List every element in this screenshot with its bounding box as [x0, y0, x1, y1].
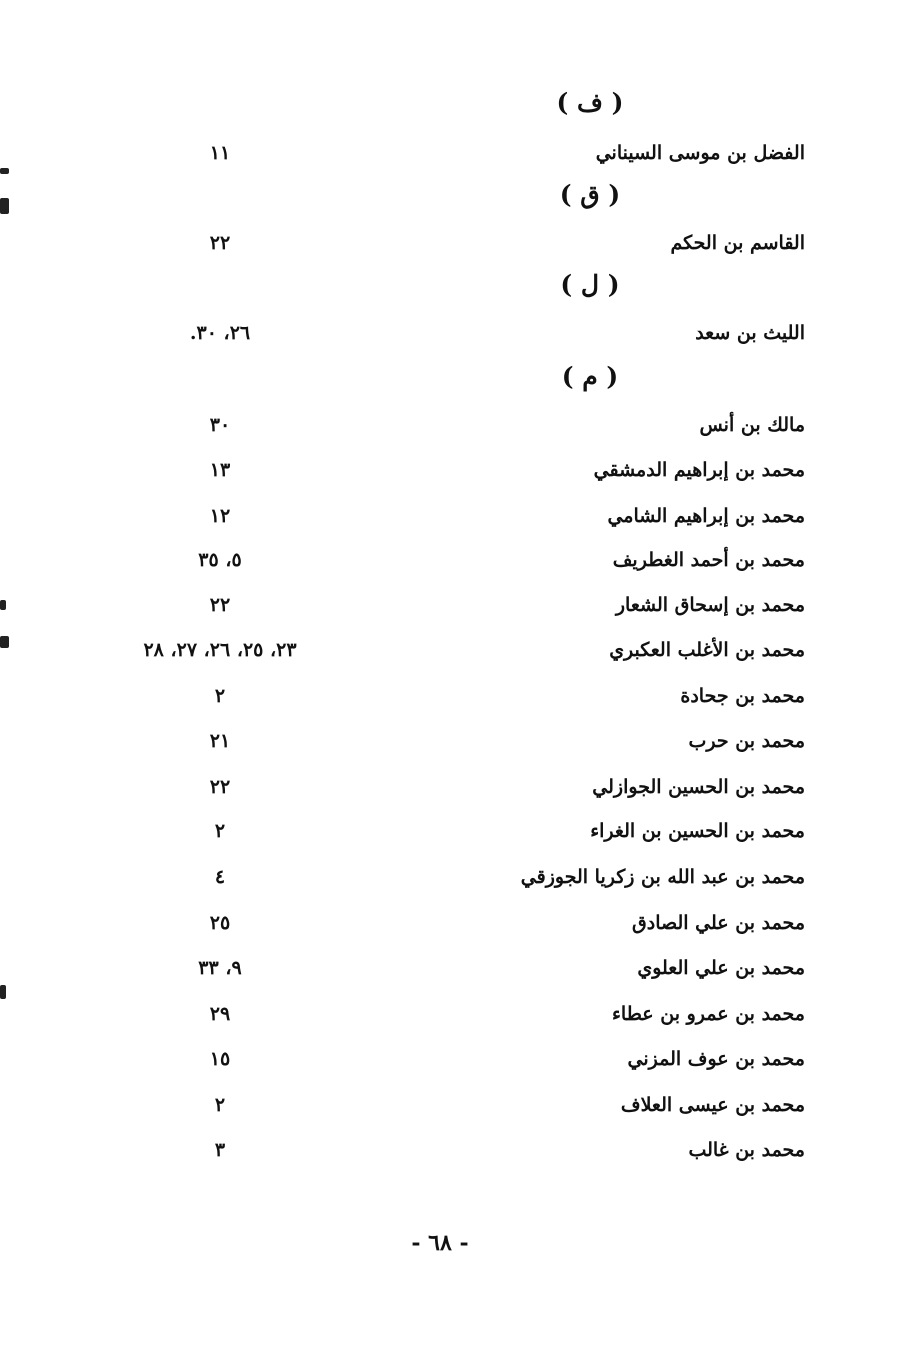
- scan-edge-mark: [0, 985, 6, 999]
- entry-pages: ٥، ٣٥: [198, 549, 242, 571]
- entry-pages: ١٣: [209, 459, 231, 481]
- entry-name: محمد بن إبراهيم الشامي: [607, 505, 805, 527]
- entry-pages: ٢٩: [209, 1003, 231, 1025]
- entry-pages: ١٢: [209, 505, 231, 527]
- entry-name: محمد بن إبراهيم الدمشقي: [593, 459, 805, 481]
- entry-name: محمد بن إسحاق الشعار: [615, 594, 805, 616]
- entry-name: محمد بن جحادة: [680, 685, 805, 707]
- entry-name: محمد بن عبد الله بن زكريا الجوزقي: [520, 866, 805, 888]
- section-letter-lam: ( ل ): [560, 270, 620, 299]
- entry-name: مالك بن أنس: [699, 414, 805, 436]
- entry-name: محمد بن غالب: [688, 1139, 805, 1161]
- scan-edge-mark: [0, 636, 9, 648]
- entry-name: محمد بن علي العلوي: [637, 957, 805, 979]
- section-letter-qaf: ( ق ): [559, 180, 621, 209]
- entry-name: محمد بن الحسين الجوازلي: [592, 776, 805, 798]
- scan-edge-mark: [0, 198, 9, 214]
- entry-name: محمد بن عمرو بن عطاء: [612, 1003, 805, 1025]
- entry-pages: ٢: [214, 1094, 226, 1116]
- entry-pages: ٤: [214, 866, 226, 888]
- entry-name: محمد بن الأغلب العكبري: [609, 639, 805, 661]
- entry-pages: ٢٢: [209, 594, 231, 616]
- entry-name: الليث بن سعد: [695, 322, 805, 344]
- entry-pages: ٢٦، ٣٠.: [189, 322, 251, 344]
- entry-pages: ٢٣، ٢٥، ٢٦، ٢٧، ٢٨: [143, 639, 297, 661]
- scan-edge-mark: [0, 168, 9, 174]
- entry-name: محمد بن حرب: [688, 730, 805, 752]
- entry-pages: ٢: [214, 820, 226, 842]
- entry-name: محمد بن عوف المزني: [627, 1048, 805, 1070]
- entry-name: الفضل بن موسى السيناني: [595, 142, 805, 164]
- entry-pages: ١١: [209, 142, 231, 164]
- page-number: - ٦٨ -: [411, 1230, 469, 1256]
- entry-pages: ٣٠: [209, 414, 231, 436]
- entry-name: القاسم بن الحكم: [670, 232, 805, 254]
- entry-pages: ٢١: [209, 730, 231, 752]
- entry-pages: ٩، ٣٣: [198, 957, 242, 979]
- entry-pages: ١٥: [209, 1048, 231, 1070]
- entry-name: محمد بن عيسى العلاف: [620, 1094, 805, 1116]
- entry-pages: ٣: [214, 1139, 226, 1161]
- entry-pages: ٢٢: [209, 776, 231, 798]
- entry-pages: ٢: [214, 685, 226, 707]
- entry-name: محمد بن الحسين بن الغراء: [590, 820, 805, 842]
- entry-pages: ٢٥: [209, 912, 231, 934]
- entry-name: محمد بن أحمد الغطريف: [612, 549, 805, 571]
- scan-edge-mark: [0, 600, 6, 610]
- entry-pages: ٢٢: [209, 232, 231, 254]
- entry-name: محمد بن علي الصادق: [632, 912, 805, 934]
- section-letter-mim: ( م ): [561, 362, 619, 391]
- section-letter-fa: ( ف ): [556, 88, 624, 117]
